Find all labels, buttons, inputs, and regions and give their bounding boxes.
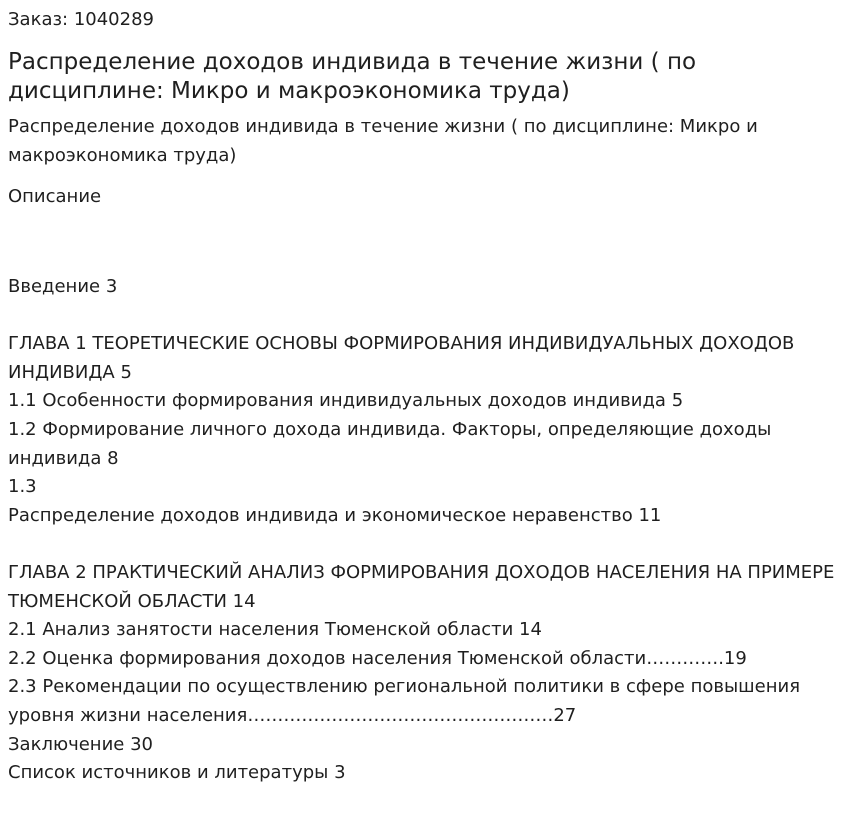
toc-spacer <box>8 302 839 331</box>
toc-spacer <box>8 530 839 559</box>
page-subtitle: Распределение доходов индивида в течение жизни ( по дисциплине: Микро и макроэкономика труда) <box>8 116 758 166</box>
toc-section-2-1: 2.1 Анализ занятости населения Тюменской области 14 <box>8 619 542 641</box>
toc-conclusion: Заключение 30 <box>8 733 153 755</box>
order-number: Заказ: 1040289 <box>8 9 154 30</box>
toc-section-2-3: 2.3 Рекомендации по осуществлению региональной политики в сфере повышения уровня жизни населения……………………………………………27 <box>8 676 801 726</box>
toc-chapter-2: ГЛАВА 2 ПРАКТИЧЕСКИЙ АНАЛИЗ ФОРМИРОВАНИЯ ДОХОДОВ НАСЕЛЕНИЯ НА ПРИМЕРЕ ТЮМЕНСКОЙ ОБЛАСТИ 14 <box>8 561 835 612</box>
page-title: Распределение доходов индивида в течение жизни ( по дисциплине: Микро и макроэкономика труда) <box>8 49 697 104</box>
toc-section-1-2: 1.2 Формирование личного дохода индивида. Факторы, определяющие доходы индивида 8 <box>8 418 772 469</box>
toc-section-1-3-text: Распределение доходов индивида и экономическое неравенство 11 <box>8 504 662 526</box>
toc-section-1-1: 1.1 Особенности формирования индивидуальных доходов индивида 5 <box>8 390 684 412</box>
toc-sources: Список источников и литературы 3 <box>8 762 346 784</box>
toc-chapter-1: ГЛАВА 1 ТЕОРЕТИЧЕСКИЕ ОСНОВЫ ФОРМИРОВАНИЯ ИНДИВИДУАЛЬНЫХ ДОХОДОВ ИНДИВИДА 5 <box>8 333 795 383</box>
table-of-contents <box>8 273 839 788</box>
toc-intro: Введение 3 <box>8 276 118 297</box>
description-label: Описание <box>8 186 102 207</box>
toc-section-1-3-number: 1.3 <box>8 476 37 498</box>
toc-section-2-2: 2.2 Оценка формирования доходов населения Тюменской области………….19 <box>8 647 747 669</box>
